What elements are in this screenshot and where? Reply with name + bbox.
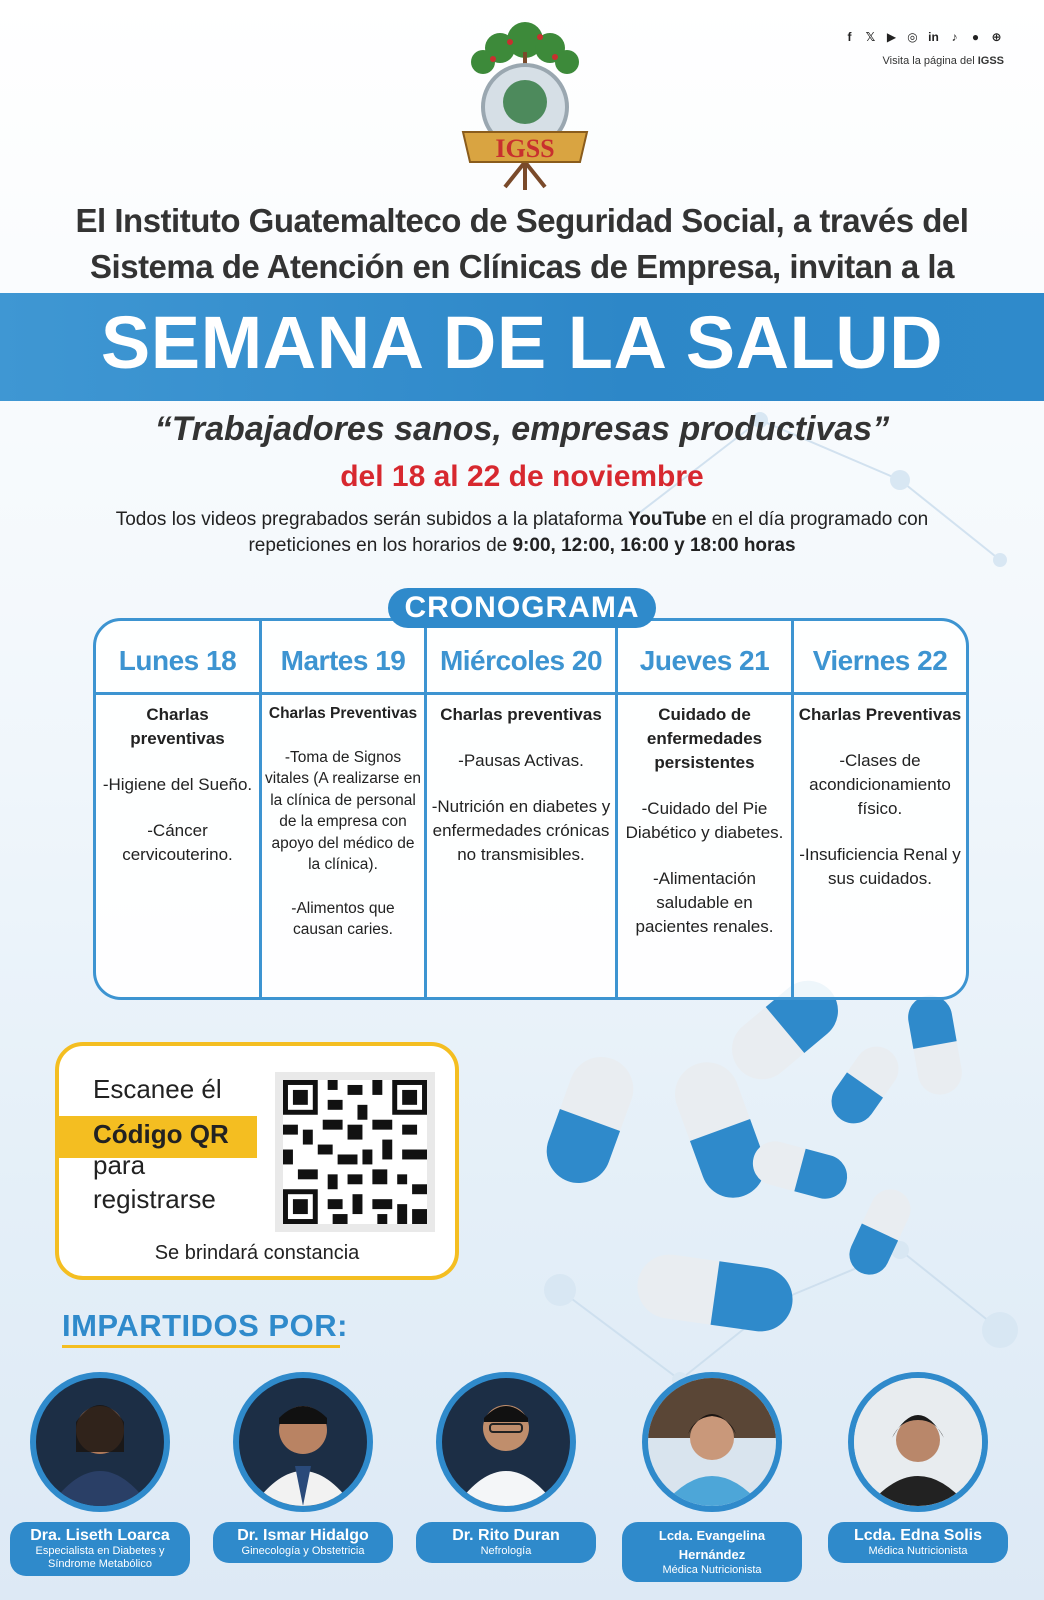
day-title: Charlas preventivas [440,705,602,724]
info-text [90,507,954,559]
day-item: -Cuidado del Pie Diabético y diabetes. [625,799,784,842]
info-platform: YouTube [627,509,707,530]
slogan: “Trabajadores sanos, empresas productivas” [154,410,890,448]
qr-line-4: registrarse [93,1184,216,1214]
day-item: -Alimentación saludable en pacientes renales. [635,869,774,936]
social-icons-row [804,30,1004,45]
speaker-name: Dra. Liseth Loarca [30,1527,170,1544]
web-icon[interactable]: ⊕ [991,30,1002,44]
youtube-icon[interactable]: ▶ [886,30,897,44]
speaker-photo [233,1372,373,1512]
speaker-role: Médica Nutricionista [662,1564,762,1576]
day-title: Charlas Preventivas [798,705,962,724]
speaker-photo [436,1372,576,1512]
day-title: Charlas Preventivas [268,705,418,722]
social-text-prefix: Visita la página del [882,55,978,67]
day-item: -Higiene del Sueño. [102,775,253,794]
schedule-col-wednesday [427,621,618,997]
event-dates: del 18 al 22 de noviembre [340,460,704,493]
speaker-photo [30,1372,170,1512]
day-item: -Clases de acondicionamiento físico. [809,751,951,818]
speaker-name: Lcda. Evangelina Hernández [658,1528,766,1562]
social-text-brand: IGSS [977,55,1004,67]
info-part-2: en el día programado con repeticiones en los horarios de [248,509,929,556]
social-links [804,30,1004,67]
day-title: Cuidado de enfermedades persistentes [646,705,763,772]
speaker-role: Nefrología [480,1545,532,1557]
qr-code-icon [283,1080,427,1224]
spotify-icon[interactable]: ● [971,30,980,44]
speaker-tag [10,1522,190,1576]
speaker-role: Especialista en Diabetes y Síndrome Metabólico [35,1545,165,1570]
day-item: -Cáncer cervicouterino. [122,821,233,864]
intro-line-1: El Instituto Guatemalteco de Seguridad Social, a través del [75,202,969,239]
day-content [794,695,966,891]
day-item: -Alimentos que causan caries. [291,899,395,938]
day-content [262,695,424,941]
speaker-name: Dr. Ismar Hidalgo [237,1527,369,1544]
schedule-col-monday [96,621,262,997]
intro-line-2: Sistema de Atención en Clínicas de Empresa, invitan a la [90,248,954,285]
instagram-icon[interactable]: ◎ [907,30,918,44]
social-text [804,55,1004,67]
day-heading: Miércoles 20 [427,621,615,695]
tiktok-icon[interactable]: ♪ [951,30,958,44]
qr-highlight-text: Código QR [93,1119,229,1149]
day-heading: Viernes 22 [794,621,966,695]
igss-logo [445,12,605,192]
day-item: -Nutrición en diabetes y enfermedades crónicas no transmisibles. [431,797,611,864]
logo-text: IGSS [495,134,555,163]
day-item: -Pausas Activas. [458,751,584,770]
speaker-tag [622,1522,802,1582]
schedule-table [93,618,969,1000]
qr-line-3: para [93,1150,146,1180]
day-heading: Martes 19 [262,621,424,695]
day-heading: Jueves 21 [618,621,791,695]
qr-registration-box [55,1042,459,1280]
schedule-col-thursday [618,621,794,997]
speakers-title-underline [62,1345,340,1348]
speaker-name: Lcda. Edna Solis [853,1527,983,1544]
x-icon[interactable]: 𝕏 [865,30,876,44]
speaker-tag [828,1522,1008,1563]
intro-text [30,198,1014,290]
day-heading: Lunes 18 [96,621,259,695]
speaker-tag [416,1522,596,1563]
linkedin-icon[interactable]: in [928,30,939,44]
speakers-title: IMPARTIDOS POR: [62,1308,348,1343]
day-title: Charlas preventivas [130,705,225,748]
info-times: 9:00, 12:00, 16:00 y 18:00 horas [512,535,796,556]
day-item: -Toma de Signos vitales (A realizarse en la clínica de personal de la empresa con apoyo del médico de la clínica). [265,748,421,873]
speaker-name: Dr. Rito Duran [452,1527,560,1544]
speaker-photo [848,1372,988,1512]
speaker-photo [642,1372,782,1512]
speaker-tag [213,1522,393,1563]
schedule-title: CRONOGRAMA [388,588,656,628]
day-content [618,695,791,939]
qr-line-1: Escanee él [93,1074,222,1104]
day-item: -Insuficiencia Renal y sus cuidados. [799,845,961,888]
day-content [96,695,259,867]
banner-title: SEMANA DE LA SALUD [100,301,944,384]
facebook-icon[interactable]: f [847,30,852,44]
schedule-col-friday [794,621,966,997]
speaker-role: Ginecología y Obstetricia [241,1545,365,1557]
schedule-col-tuesday [262,621,427,997]
speaker-role: Médica Nutricionista [868,1545,968,1557]
day-content [427,695,615,867]
info-part-1: Todos los videos pregrabados serán subidos a la plataforma [115,509,628,530]
qr-code-image[interactable] [275,1072,435,1232]
qr-note: Se brindará constancia [154,1242,360,1264]
